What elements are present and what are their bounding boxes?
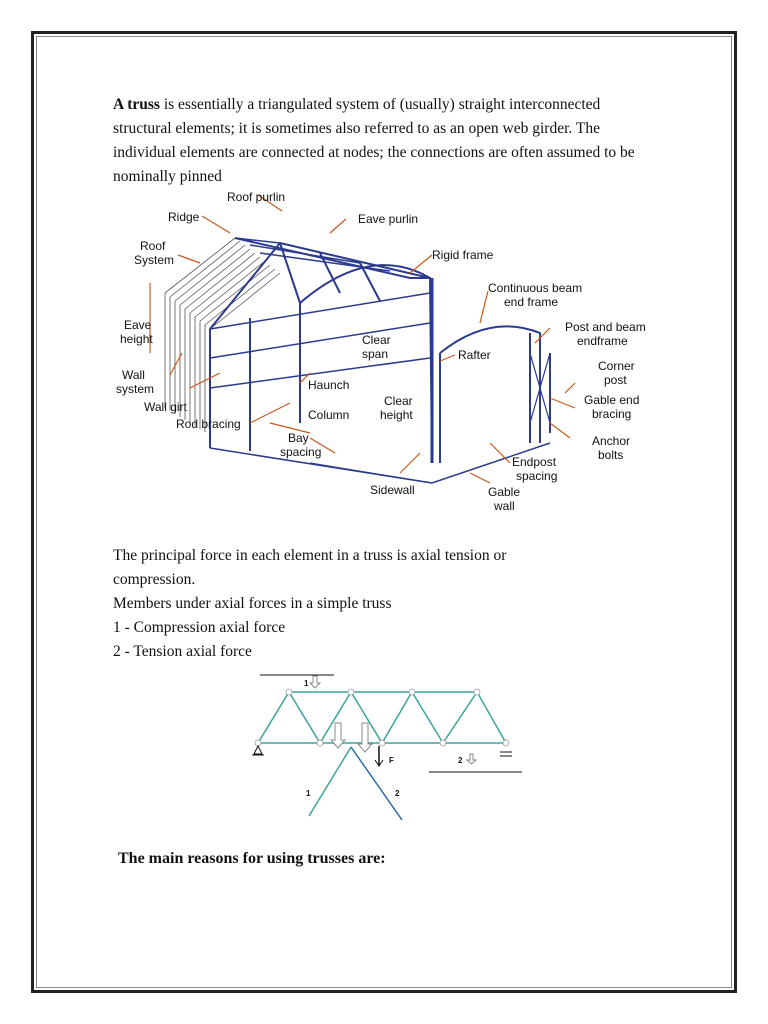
label-gable-wall-2: wall (494, 499, 515, 513)
steel-building-diagram (110, 183, 656, 521)
label-bay-spacing-2: spacing (280, 445, 322, 459)
truss-members (258, 692, 506, 820)
truss-diagram (244, 668, 526, 824)
label-ridge: Ridge (168, 210, 200, 224)
label-anchor-bolts-2: bolts (598, 448, 624, 462)
label-rod-bracing: Rod bracing (176, 417, 241, 431)
bold-term: A truss (113, 96, 160, 113)
label-gable-wall-1: Gable (488, 485, 521, 499)
label-rigid-frame: Rigid frame (432, 248, 494, 262)
compression-arrow-top (310, 676, 320, 688)
forces-line-4: 1 - Compression axial force (113, 619, 286, 636)
forces-line-1: The principal force in each element in a truss is axial tension or (113, 547, 507, 564)
label-eave-purlin: Eave purlin (358, 212, 419, 226)
label-wall-girt: Wall girt (144, 400, 187, 414)
label-continuous-beam-2: end frame (504, 295, 559, 309)
label-column: Column (308, 408, 350, 422)
truss-label-1-top: 1 (304, 679, 309, 688)
truss-label-2-right: 2 (458, 756, 463, 765)
label-wall-system-1: Wall (122, 368, 145, 382)
tension-arrow-small (467, 754, 476, 764)
compression-arrow-member (331, 723, 345, 748)
label-eave-height-2: height (120, 332, 153, 346)
truss-label-1-member: 1 (306, 789, 311, 798)
label-post-beam-2: endframe (577, 334, 628, 348)
truss-label-2-member: 2 (395, 789, 400, 798)
label-roof-purlin: Roof purlin (227, 190, 286, 204)
label-clear-span-1: Clear (362, 333, 391, 347)
intro-text: is essentially a triangulated system of (usually) straight interconnected structural elements; it is sometimes also referred to as an open web girder. The individual elements are connected at nodes; the connections are often assumed to be nominally pinned (113, 96, 635, 185)
label-clear-height-1: Clear (384, 394, 413, 408)
label-post-beam-1: Post and beam (565, 320, 646, 334)
label-roof-system-1: Roof (140, 239, 166, 253)
label-endpost-spacing-2: spacing (516, 469, 558, 483)
label-gable-bracing-1: Gable end (584, 393, 640, 407)
label-roof-system-2: System (134, 253, 175, 267)
forces-line-5: 2 - Tension axial force (113, 643, 252, 660)
intro-paragraph (113, 93, 643, 189)
section-heading: The main reasons for using trusses are: (118, 850, 386, 867)
forces-line-3: Members under axial forces in a simple truss (113, 595, 392, 612)
label-clear-span-2: span (362, 347, 389, 361)
label-bay-spacing-1: Bay (288, 431, 309, 445)
forces-paragraph (113, 544, 643, 664)
label-haunch: Haunch (308, 378, 350, 392)
label-endpost-spacing-1: Endpost (512, 455, 557, 469)
label-anchor-bolts-1: Anchor (592, 434, 631, 448)
label-clear-height-2: height (380, 408, 413, 422)
label-gable-bracing-2: bracing (592, 407, 632, 421)
label-eave-height-1: Eave (124, 318, 152, 332)
label-rafter: Rafter (458, 348, 491, 362)
truss-label-f: F (389, 756, 394, 765)
forces-line-2: compression. (113, 571, 196, 588)
label-continuous-beam-1: Continuous beam (488, 281, 583, 295)
label-wall-system-2: system (116, 382, 155, 396)
tension-arrow-member (358, 723, 372, 752)
label-corner-post-1: Corner (598, 359, 635, 373)
label-sidewall: Sidewall (370, 483, 415, 497)
label-corner-post-2: post (604, 373, 627, 387)
